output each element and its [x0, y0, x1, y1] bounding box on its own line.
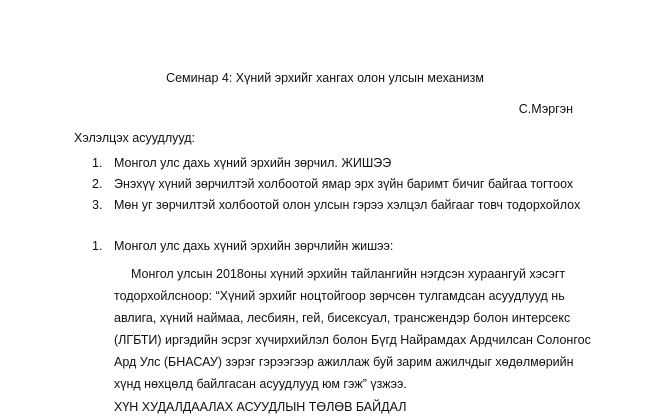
list-item-text: Энэхүү хүний зөрчилтэй холбоотой ямар эрх зүйн баримт бичиг байгаа тогтоох — [114, 177, 574, 191]
questions-list — [92, 156, 580, 219]
author-name: С.Мэргэн — [518, 102, 573, 116]
list-item — [92, 156, 580, 177]
body-paragraph — [114, 267, 591, 399]
section-heading — [92, 239, 393, 253]
list-item-number: 1. — [92, 156, 103, 170]
paragraph-line: (ЛГБТИ) иргэдийн эсрэг хүчирхийлэл болон Бүгд Найрамдах Ардчилсан Солонгос — [114, 333, 591, 347]
section-heading-text: Монгол улс дахь хүний эрхийн зөрчлийн жишээ: — [114, 239, 394, 253]
list-item-text: Монгол улс дахь хүний эрхийн зөрчил. ЖИШЭЭ — [114, 156, 392, 170]
paragraph-line: хүнд нөхцөлд байлгасан асуудлууд юм гэж” үзжээ. — [114, 377, 407, 391]
questions-heading: Хэлэлцэх асуудлууд: — [74, 131, 195, 145]
paragraph-line: Ард Улс (БНАСАУ) зэрэг гэрээгээр ажиллаж буй зарим ажилчдыг хөдөлмөрийн — [114, 355, 574, 369]
section-number: 1. — [92, 239, 103, 253]
paragraph-line: тодорхойлсноор: “Хүний эрхийг ноцтойгоор зөрчсөн тулгамдсан асуудлууд нь — [114, 289, 565, 303]
paragraph-line: авлига, хүний наймаа, лесбиян, гей, бисексуал, трансжендэр болон интерсекс — [114, 311, 571, 325]
list-item-number: 2. — [92, 177, 103, 191]
document-title: Семинар 4: Хүний эрхийг хангах олон улсын механизм — [166, 71, 484, 85]
subheading: ХҮН ХУДАЛДААЛАХ АСУУДЛЫН ТӨЛӨВ БАЙДАЛ — [114, 400, 407, 414]
list-item — [92, 198, 580, 219]
list-item-number: 3. — [92, 198, 103, 212]
paragraph-line: Монгол улсын 2018оны хүний эрхийн тайлангийн нэгдсэн хураангуй хэсэгт — [131, 267, 566, 281]
list-item-text: Мөн уг зөрчилтэй холбоотой олон улсын гэрээ хэлцэл байгааг товч тодорхойлох — [114, 198, 581, 212]
list-item — [92, 177, 580, 198]
